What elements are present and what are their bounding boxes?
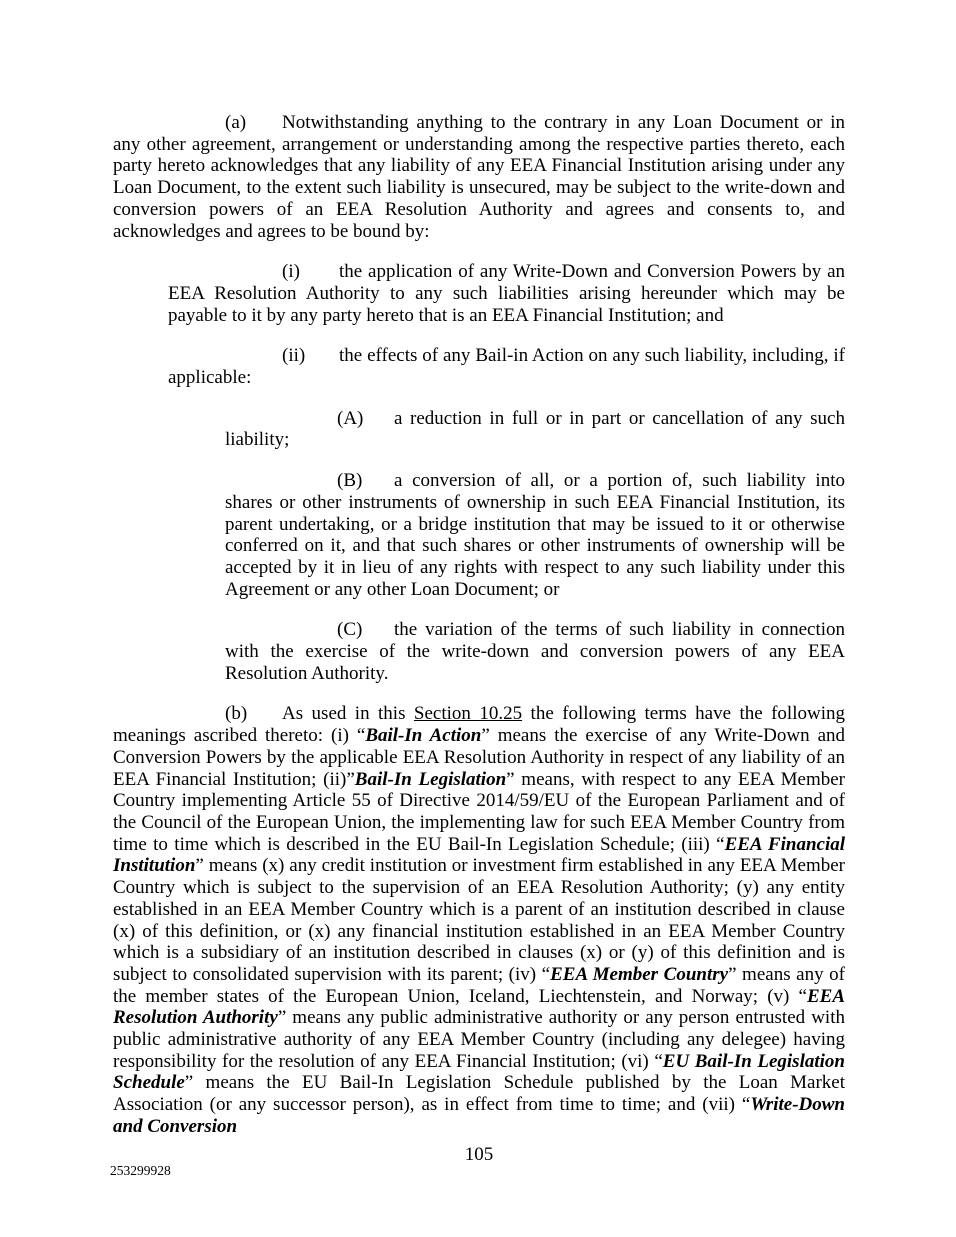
text-run: ” means the exercise of any Write-Down and Conversion Powers by the applicable EEA Resolution Authority in respect of any liability of an EEA Financial Institution; (ii)” [113, 725, 846, 790]
paragraph-number: (A) [337, 407, 364, 429]
section-reference: Section 10.25 [413, 703, 523, 725]
text-run: As used in this [282, 703, 414, 725]
defined-term: Write-Down and Conversion [113, 1094, 845, 1137]
text-run: ” means, with respect to any EEA Member Country implementing Article 55 of Directive 2014/59/EU of the European Parliament and of the Council of the European Union, the implementing law for such EEA Member Country from time to time which is described in the EU Bail-In Legislation Schedule; (iii) “ [113, 768, 845, 855]
paragraph-number: (i) [282, 261, 300, 283]
paragraph-A [225, 408, 845, 451]
text-run: a reduction in full or in part or cancellation of any such liability; [225, 407, 845, 451]
paragraph-a [113, 112, 845, 242]
paragraph-C [225, 619, 845, 684]
paragraph-number: (b) [225, 703, 248, 725]
document-body [113, 112, 845, 1138]
paragraph-number: (a) [225, 112, 247, 133]
paragraph-number: (B) [337, 470, 363, 492]
page-number: 105 [464, 1144, 494, 1165]
text-run: a conversion of all, or a portion of, such liability into shares or other instruments of ownership in such EEA Financial Institution, its parent undertaking, or a bridge institution that may be issued to it or otherwise conferred on it, and that such shares or other instruments of ownership will be accepted by it in lieu of any rights with respect to any such liability under this Agreement or any other Loan Document; or [225, 470, 845, 600]
defined-term: EU Bail-In Legislation Schedule [113, 1050, 845, 1094]
defined-term: Bail-In Legislation [354, 768, 507, 790]
text-run: ” means the EU Bail-In Legislation Schedule published by the Loan Market Association (or any successor person), as in effect from time to time; and (vii) “ [113, 1072, 845, 1116]
text-run: ” means any of the member states of the European Union, Iceland, Liechtenstein, and Norway; (v) “ [113, 963, 845, 1007]
defined-term: EEA Resolution Authority [113, 985, 845, 1029]
text-run: Notwithstanding anything to the contrary in any Loan Document or in any other agreement, arrangement or understanding among the respective parties thereto, each party hereto acknowledges that any liability of any EEA Financial Institution arising under any Loan Document, to the extent such liability is unsecured, may be subject to the write-down and conversion powers of an EEA Resolution Authority and agrees and consents to, and acknowledges and agrees to be bound by: [113, 112, 845, 242]
paragraph-i [168, 261, 845, 326]
paragraph-number: (ii) [282, 345, 306, 367]
text-run: the application of any Write-Down and Conversion Powers by an EEA Resolution Authority to any such liabilities arising hereunder which may be payable to it by any party hereto that is an EEA Financial Institution; and [168, 261, 845, 326]
paragraph-b [113, 703, 845, 1137]
paragraph-ii [168, 345, 845, 388]
text-run: the variation of the terms of such liability in connection with the exercise of the write-down and conversion powers of any EEA Resolution Authority. [225, 619, 845, 684]
document-id-footer: 253299928 [110, 1163, 171, 1178]
defined-term: EEA Member Country [550, 963, 729, 985]
defined-term: EEA Financial Institution [113, 833, 845, 877]
text-run: ” means any public administrative authority or any person entrusted with public administrative authority of any EEA Member Country (including any delegee) having responsibility for the resolution of any EEA Financial Institution; (vi) “ [113, 1007, 845, 1072]
defined-term: Bail-In Action [365, 725, 482, 747]
paragraph-B [225, 470, 845, 600]
text-run: the following terms have the following meanings ascribed thereto: (i) “ [113, 703, 845, 747]
text-run: ” means (x) any credit institution or investment firm established in any EEA Member Country which is subject to the supervision of an EEA Resolution Authority; (y) any entity established in an EEA Member Country which is a parent of an institution described in clause (x) of this definition, or (x) any financial institution established in an EEA Member Country which is a subsidiary of an institution described in clauses (x) or (y) of this definition and is subject to consolidated supervision with its parent; (iv) “ [113, 855, 845, 985]
text-run: the effects of any Bail-in Action on any such liability, including, if applicable: [168, 345, 845, 389]
paragraph-number: (C) [337, 619, 363, 641]
